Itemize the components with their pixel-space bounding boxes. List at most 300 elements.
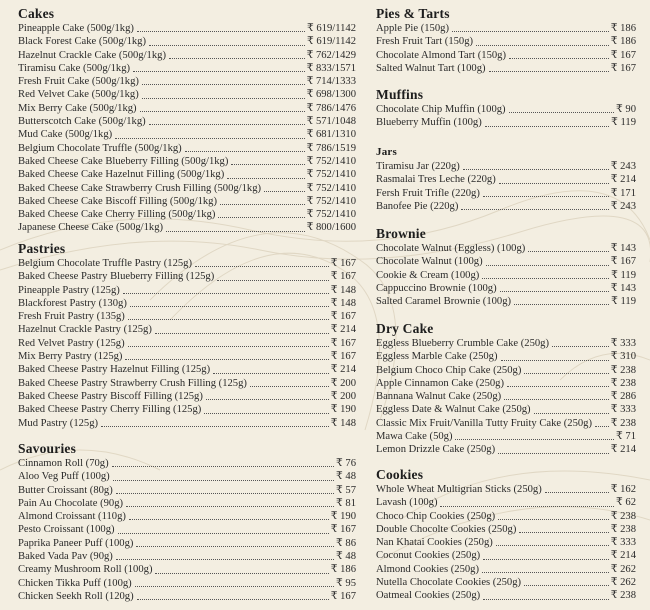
item-name: Baked Vada Pav (90g): [18, 551, 113, 563]
item-price: ₹ 833/1571: [306, 62, 356, 74]
menu-item: [376, 242, 636, 255]
item-name: Japanese Cheese Cake (500g/1kg): [18, 222, 164, 234]
menu-item: [18, 590, 356, 603]
menu-item: [18, 102, 356, 115]
item-name: Nutella Chocolate Cookies (250g): [376, 577, 522, 589]
item-price: ₹ 167: [610, 49, 636, 61]
item-price: ₹ 90: [616, 104, 636, 115]
section-cakes: [18, 5, 356, 235]
section-muffins: [376, 86, 636, 130]
menu-item: [18, 403, 356, 416]
dot-leader: [195, 266, 329, 267]
item-price: ₹ 681/1310: [306, 129, 356, 141]
item-price: ₹ 190: [330, 404, 356, 416]
menu-item: [376, 403, 636, 416]
item-price: ₹ 95: [336, 577, 356, 589]
item-name: Eggless Blueberry Crumble Cake (250g): [376, 338, 549, 349]
menu-item: [376, 350, 636, 363]
menu-item: [376, 549, 636, 562]
item-price: ₹ 167: [330, 258, 356, 269]
menu-item: [18, 208, 356, 221]
dot-leader: [483, 196, 609, 197]
section-dry-cake: [376, 320, 636, 457]
dot-leader: [185, 151, 305, 152]
item-price: ₹ 286: [610, 391, 636, 403]
dot-leader: [534, 413, 609, 414]
menu-item: [18, 62, 356, 75]
dot-leader: [455, 439, 614, 440]
dot-leader: [514, 304, 609, 305]
item-price: ₹ 190: [330, 511, 356, 523]
dot-leader: [125, 359, 328, 360]
dot-leader: [135, 586, 334, 587]
section-title: Muffins: [376, 87, 424, 102]
menu-item: [18, 350, 356, 363]
item-name: Chocolate Walnut (100g): [376, 256, 483, 268]
dot-leader: [250, 386, 329, 387]
item-price: ₹ 162: [610, 484, 636, 495]
dot-leader: [476, 45, 609, 46]
item-price: ₹ 186: [330, 564, 356, 576]
dot-leader: [137, 31, 305, 32]
item-name: Pesto Croissant (100g): [18, 524, 115, 536]
dot-leader: [149, 45, 305, 46]
item-name: Hazelnut Crackle Pastry (125g): [18, 324, 152, 336]
item-name: Almond Croissant (110g): [18, 511, 126, 523]
item-name: Baked Cheese Pastry Blueberry Filling (125g): [18, 271, 215, 283]
item-price: ₹ 167: [610, 256, 636, 268]
dot-leader: [500, 291, 609, 292]
menu-item: [376, 536, 636, 549]
item-price: ₹ 86: [336, 537, 356, 549]
item-name: Fresh Fruit Pastry (135g): [18, 311, 125, 323]
menu-item: [18, 497, 356, 510]
menu-item: [376, 160, 636, 173]
menu-item: [18, 510, 356, 523]
section-title: Savouries: [18, 441, 77, 456]
dot-leader: [142, 98, 305, 99]
menu-item: [18, 168, 356, 181]
item-price: ₹ 214: [330, 324, 356, 336]
menu-item: [376, 269, 636, 282]
item-price: ₹ 186: [610, 36, 636, 48]
item-price: ₹ 310: [610, 351, 636, 363]
menu-item: [18, 142, 356, 155]
menu-item: [376, 22, 636, 35]
item-name: Baked Cheese Cake Biscoff Filling (500g/1kg): [18, 195, 217, 207]
item-price: ₹ 167: [330, 311, 356, 323]
dot-leader: [524, 585, 609, 586]
menu-item: [18, 470, 356, 483]
menu-item: [18, 417, 356, 430]
section-pastries: [18, 240, 356, 430]
item-price: ₹ 752/1410: [306, 209, 356, 221]
dot-leader: [496, 545, 609, 546]
item-name: Mix Berry Cake (500g/1kg): [18, 102, 137, 114]
item-price: ₹ 148: [330, 297, 356, 309]
item-price: ₹ 752/1410: [306, 195, 356, 207]
item-name: Coconut Cookies (250g): [376, 550, 481, 562]
menu-item: [18, 563, 356, 576]
menu-item: [376, 103, 636, 116]
dot-leader: [115, 138, 304, 139]
dot-leader: [499, 183, 609, 184]
item-name: Black Forest Cake (500g/1kg): [18, 36, 146, 48]
item-name: Fresh Fruit Cake (500g/1kg): [18, 76, 139, 88]
dot-leader: [545, 492, 609, 493]
item-name: Baked Cheese Pastry Cherry Filling (125g): [18, 404, 202, 416]
section-title: Pastries: [18, 241, 66, 256]
dot-leader: [129, 519, 329, 520]
item-name: Apple Cinnamon Cake (250g): [376, 377, 504, 389]
dot-leader: [113, 480, 334, 481]
menu-item: [376, 496, 636, 509]
item-name: Creamy Mushroom Roll (100g): [18, 564, 153, 576]
item-name: Pineapple Pastry (125g): [18, 284, 120, 296]
dot-leader: [498, 453, 609, 454]
item-name: Red Velvet Pastry (125g): [18, 337, 125, 349]
item-price: ₹ 238: [610, 523, 636, 535]
section-pies-tarts: [376, 5, 636, 75]
section-title: Cookies: [376, 467, 424, 482]
item-price: ₹ 238: [610, 590, 636, 602]
item-name: Belgium Choco Chip Cake (250g): [376, 364, 522, 376]
item-price: ₹ 62: [616, 497, 636, 509]
item-price: ₹ 214: [610, 550, 636, 562]
dot-leader: [169, 58, 305, 59]
item-name: Cookie & Cream (100g): [376, 269, 480, 281]
menu-item: [376, 255, 636, 268]
menu-item: [376, 589, 636, 602]
dot-leader: [142, 84, 305, 85]
item-price: ₹ 333: [610, 404, 636, 416]
item-name: Butterscotch Cake (500g/1kg): [18, 116, 146, 128]
item-name: Mud Cake (500g/1kg): [18, 129, 113, 141]
item-price: ₹ 76: [336, 458, 356, 469]
item-name: Salted Walnut Tart (100g): [376, 62, 486, 74]
item-price: ₹ 200: [330, 377, 356, 389]
item-name: Classic Mix Fruit/Vanilla Tutty Fruity Cake (250g): [376, 417, 593, 429]
menu-item: [376, 187, 636, 200]
dot-leader: [123, 293, 329, 294]
menu-item: [18, 523, 356, 536]
item-price: ₹ 786/1519: [306, 142, 356, 154]
item-price: ₹ 119: [611, 296, 636, 308]
item-price: ₹ 238: [610, 510, 636, 522]
dot-leader: [220, 204, 305, 205]
item-name: Double Chocolte Cookies (250g): [376, 523, 517, 535]
menu-item: [18, 182, 356, 195]
section-brownie: [376, 225, 636, 308]
menu-item: [18, 457, 356, 470]
item-price: ₹ 752/1410: [306, 182, 356, 194]
item-name: Pineapple Cake (500g/1kg): [18, 23, 134, 34]
item-price: ₹ 698/1300: [306, 89, 356, 101]
dot-leader: [482, 278, 609, 279]
menu-item: [18, 550, 356, 563]
dot-leader: [112, 466, 334, 467]
item-price: ₹ 148: [330, 284, 356, 296]
item-name: Mix Berry Pastry (125g): [18, 351, 123, 363]
item-name: Whole Wheat Multigrian Sticks (250g): [376, 484, 542, 495]
dot-leader: [485, 126, 609, 127]
item-price: ₹ 167: [330, 590, 356, 602]
item-name: Red Velvet Cake (500g/1kg): [18, 89, 139, 101]
menu-item: [18, 22, 356, 35]
item-name: Eggless Marble Cake (250g): [376, 351, 498, 363]
item-name: Aloo Veg Puff (100g): [18, 471, 110, 483]
dot-leader: [213, 373, 329, 374]
menu-item: [18, 35, 356, 48]
section-title: Pies & Tarts: [376, 6, 450, 21]
menu-item: [376, 510, 636, 523]
menu-item: [376, 483, 636, 496]
dot-leader: [501, 360, 609, 361]
item-name: Choco Chip Cookies (250g): [376, 510, 496, 522]
item-price: ₹ 262: [610, 577, 636, 589]
dot-leader: [483, 599, 609, 600]
dot-leader: [483, 559, 609, 560]
menu-item: [18, 221, 356, 234]
menu-item: [18, 323, 356, 336]
item-price: ₹ 143: [610, 243, 636, 254]
item-name: Salted Caramel Brownie (100g): [376, 296, 512, 308]
item-price: ₹ 200: [330, 390, 356, 402]
item-name: Baked Cheese Pastry Strawberry Crush Filling (125g): [18, 377, 247, 389]
menu-item: [376, 364, 636, 377]
dot-leader: [128, 346, 329, 347]
item-price: ₹ 714/1333: [306, 76, 356, 88]
menu-item: [18, 128, 356, 141]
item-name: Fresh Fruit Tart (150g): [376, 36, 474, 48]
item-name: Chocolate Walnut (Eggless) (100g): [376, 243, 526, 254]
menu-item: [376, 116, 636, 129]
section-cookies: [376, 466, 636, 603]
item-price: ₹ 238: [610, 417, 636, 429]
item-price: ₹ 262: [610, 563, 636, 575]
item-price: ₹ 243: [610, 161, 636, 172]
section-title: Dry Cake: [376, 321, 434, 336]
item-price: ₹ 238: [610, 364, 636, 376]
dot-leader: [486, 265, 609, 266]
menu-item: [376, 282, 636, 295]
item-name: Chicken Seekh Roll (120g): [18, 590, 134, 602]
menu-item: [376, 443, 636, 456]
item-name: Tiramisu Jar (220g): [376, 161, 460, 172]
menu-item: [18, 577, 356, 590]
dot-leader: [440, 506, 614, 507]
menu-item: [376, 523, 636, 536]
item-name: Tiramisu Cake (500g/1kg): [18, 62, 131, 74]
menu-item: [18, 49, 356, 62]
dot-leader: [528, 251, 608, 252]
item-price: ₹ 48: [336, 551, 356, 563]
item-name: Chicken Tikka Puff (100g): [18, 577, 132, 589]
item-name: Pain Au Chocolate (90g): [18, 497, 124, 509]
dot-leader: [130, 306, 329, 307]
item-name: Fersh Fruit Trifle (220g): [376, 187, 480, 199]
item-name: Belgium Chocolate Truffle (500g/1kg): [18, 142, 182, 154]
item-price: ₹ 800/1600: [306, 222, 356, 234]
dot-leader: [128, 319, 329, 320]
item-price: ₹ 214: [330, 364, 356, 376]
dot-leader: [218, 217, 304, 218]
item-name: Mud Pastry (125g): [18, 417, 99, 429]
item-name: Baked Cheese Pastry Hazelnut Filling (125g): [18, 364, 211, 376]
menu-item: [376, 337, 636, 350]
item-name: Lavash (100g): [376, 497, 438, 509]
item-name: Baked Cheese Cake Hazelnut Filling (500g/1kg): [18, 169, 225, 181]
dot-leader: [227, 178, 304, 179]
menu-item: [18, 75, 356, 88]
item-name: Eggless Date & Walnut Cake (250g): [376, 404, 531, 416]
section-title: Brownie: [376, 226, 426, 241]
menu-item: [18, 297, 356, 310]
item-name: Butter Croissant (80g): [18, 484, 113, 496]
dot-leader: [126, 506, 334, 507]
item-price: ₹ 167: [610, 62, 636, 74]
item-name: Nan Khatai Cookies (250g): [376, 537, 493, 549]
item-price: ₹ 214: [610, 444, 636, 456]
item-name: Oatmeal Cookies (250g): [376, 590, 481, 602]
item-price: ₹ 71: [616, 431, 636, 443]
item-price: ₹ 167: [330, 524, 356, 536]
menu-item: [376, 576, 636, 589]
menu-item: [18, 115, 356, 128]
dot-leader: [507, 386, 609, 387]
dot-leader: [498, 519, 609, 520]
menu-item: [18, 155, 356, 168]
item-name: Chocolate Almond Tart (150g): [376, 49, 506, 61]
dot-leader: [217, 280, 328, 281]
menu-item: [18, 363, 356, 376]
item-name: Mawa Cake (50g): [376, 431, 453, 443]
menu-item: [18, 390, 356, 403]
item-name: Cinnamon Roll (70g): [18, 458, 109, 469]
menu-item: [376, 62, 636, 75]
dot-leader: [461, 209, 608, 210]
item-price: ₹ 143: [610, 282, 636, 294]
dot-leader: [519, 532, 608, 533]
dot-leader: [136, 546, 334, 547]
item-price: ₹ 167: [330, 337, 356, 349]
menu-item: [18, 195, 356, 208]
item-name: Hazelnut Crackle Cake (500g/1kg): [18, 49, 166, 61]
dot-leader: [101, 426, 329, 427]
item-name: Bannana Walnut Cake (250g): [376, 391, 502, 403]
item-name: Blackforest Pastry (130g): [18, 297, 127, 309]
item-price: ₹ 619/1142: [306, 23, 356, 34]
menu-item: [376, 430, 636, 443]
menu-item: [376, 417, 636, 430]
item-price: ₹ 81: [336, 497, 356, 509]
section-title: Jars: [376, 146, 397, 158]
dot-leader: [204, 413, 328, 414]
item-name: Paprika Paneer Puff (100g): [18, 537, 134, 549]
menu-item: [376, 35, 636, 48]
dot-leader: [452, 31, 609, 32]
menu-item: [18, 310, 356, 323]
item-price: ₹ 171: [610, 187, 636, 199]
item-name: Baked Cheese Cake Strawberry Crush Filling (500g/1kg): [18, 182, 262, 194]
item-price: ₹ 571/1048: [306, 116, 356, 128]
item-price: ₹ 243: [610, 200, 636, 212]
item-price: ₹ 119: [611, 117, 636, 129]
dot-leader: [137, 599, 329, 600]
dot-leader: [166, 231, 305, 232]
dot-leader: [509, 58, 609, 59]
item-price: ₹ 619/1142: [306, 36, 356, 48]
item-price: ₹ 214: [610, 174, 636, 186]
menu-item: [376, 295, 636, 308]
item-price: ₹ 119: [611, 269, 636, 281]
menu-item: [18, 284, 356, 297]
item-name: Apple Pie (150g): [376, 23, 449, 34]
item-price: ₹ 57: [336, 484, 356, 496]
dot-leader: [489, 71, 609, 72]
item-price: ₹ 148: [330, 417, 356, 429]
dot-leader: [118, 533, 329, 534]
section-savouries: [18, 440, 356, 603]
dot-leader: [133, 71, 305, 72]
item-price: ₹ 333: [610, 537, 636, 549]
dot-leader: [155, 573, 328, 574]
menu-item: [18, 377, 356, 390]
item-name: Chocolate Chip Muffin (100g): [376, 104, 506, 115]
dot-leader: [206, 399, 329, 400]
item-price: ₹ 186: [610, 23, 636, 34]
item-price: ₹ 238: [610, 377, 636, 389]
dot-leader: [140, 111, 305, 112]
item-price: ₹ 786/1476: [306, 102, 356, 114]
item-price: ₹ 48: [336, 471, 356, 483]
dot-leader: [524, 373, 608, 374]
dot-leader: [463, 169, 609, 170]
item-price: ₹ 752/1410: [306, 155, 356, 167]
menu-item: [18, 537, 356, 550]
dot-leader: [509, 112, 614, 113]
item-price: ₹ 167: [330, 351, 356, 363]
item-name: Banofee Pie (220g): [376, 200, 459, 212]
menu-item: [376, 563, 636, 576]
item-price: ₹ 333: [610, 338, 636, 349]
menu-item: [376, 49, 636, 62]
menu-item: [18, 88, 356, 101]
dot-leader: [155, 333, 329, 334]
item-name: Rasmalai Tres Leche (220g): [376, 174, 496, 186]
item-name: Cappuccino Brownie (100g): [376, 282, 497, 294]
menu-item: [18, 270, 356, 283]
menu-item: [376, 377, 636, 390]
item-name: Baked Cheese Cake Cherry Filling (500g/1kg): [18, 209, 216, 221]
section-jars: [376, 143, 636, 213]
dot-leader: [116, 559, 334, 560]
item-name: Almond Cookies (250g): [376, 563, 479, 575]
menu-item: [376, 200, 636, 213]
item-name: Baked Cheese Cake Blueberry Filling (500g/1kg): [18, 155, 229, 167]
dot-leader: [264, 191, 305, 192]
item-name: Lemon Drizzle Cake (250g): [376, 444, 496, 456]
dot-leader: [149, 124, 305, 125]
menu-item: [18, 337, 356, 350]
item-name: Blueberry Muffin (100g): [376, 117, 482, 129]
dot-leader: [595, 426, 609, 427]
dot-leader: [552, 346, 609, 347]
menu-item: [18, 257, 356, 270]
menu-item: [18, 484, 356, 497]
section-title: Cakes: [18, 6, 55, 21]
menu-item: [376, 390, 636, 403]
